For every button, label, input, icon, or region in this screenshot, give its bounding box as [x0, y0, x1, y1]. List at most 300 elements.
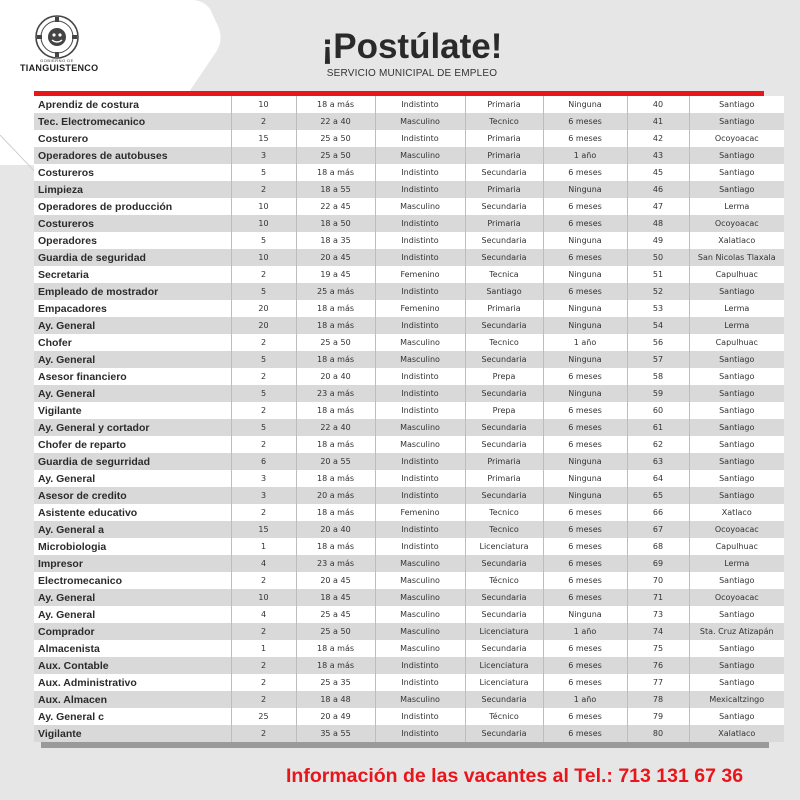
cell-vacancy-id: 68 [627, 538, 689, 555]
cell-job-title: Almacenista [34, 640, 231, 657]
table-row [34, 504, 784, 521]
vacancies-table [34, 96, 784, 742]
table-row [34, 147, 784, 164]
table-row [34, 96, 784, 113]
cell-age-range: 25 a 50 [296, 334, 375, 351]
cell-education: Primaria [465, 181, 543, 198]
cell-vacancy-id: 53 [627, 300, 689, 317]
cell-job-title: Guardia de seguridad [34, 249, 231, 266]
cell-gender: Masculino [375, 589, 465, 606]
cell-vacancies: 15 [231, 521, 296, 538]
cell-age-range: 18 a más [296, 351, 375, 368]
cell-location: Santiago [689, 674, 784, 691]
cell-vacancy-id: 58 [627, 368, 689, 385]
cell-vacancy-id: 76 [627, 657, 689, 674]
cell-experience: 6 meses [543, 198, 627, 215]
cell-gender: Masculino [375, 606, 465, 623]
cell-age-range: 18 a 45 [296, 589, 375, 606]
cell-gender: Masculino [375, 572, 465, 589]
table-row [34, 572, 784, 589]
cell-job-title: Limpieza [34, 181, 231, 198]
cell-job-title: Ay. General [34, 589, 231, 606]
cell-age-range: 20 a 40 [296, 368, 375, 385]
cell-gender: Masculino [375, 113, 465, 130]
cell-gender: Femenino [375, 300, 465, 317]
table-row [34, 674, 784, 691]
cell-age-range: 18 a más [296, 640, 375, 657]
cell-job-title: Secretaria [34, 266, 231, 283]
cell-job-title: Ay. General [34, 317, 231, 334]
table-row [34, 538, 784, 555]
cell-location: Xalatlaco [689, 232, 784, 249]
cell-vacancy-id: 75 [627, 640, 689, 657]
cell-vacancies: 2 [231, 181, 296, 198]
cell-age-range: 18 a más [296, 538, 375, 555]
cell-job-title: Ay. General y cortador [34, 419, 231, 436]
cell-education: Técnico [465, 572, 543, 589]
cell-location: Santiago [689, 402, 784, 419]
cell-education: Secundaria [465, 640, 543, 657]
cell-vacancies: 6 [231, 453, 296, 470]
cell-age-range: 25 a más [296, 283, 375, 300]
cell-vacancy-id: 43 [627, 147, 689, 164]
cell-experience: 6 meses [543, 130, 627, 147]
cell-location: Santiago [689, 436, 784, 453]
cell-age-range: 20 a 45 [296, 249, 375, 266]
table-row [34, 555, 784, 572]
contact-footer: Información de las vacantes al Tel.: 713 131 67 36 [286, 765, 744, 787]
cell-gender: Masculino [375, 351, 465, 368]
cell-job-title: Ay. General [34, 606, 231, 623]
cell-job-title: Ay. General c [34, 708, 231, 725]
cell-education: Licenciatura [465, 657, 543, 674]
cell-experience: 6 meses [543, 572, 627, 589]
cell-job-title: Vigilante [34, 725, 231, 742]
cell-age-range: 19 a 45 [296, 266, 375, 283]
cell-education: Secundaria [465, 487, 543, 504]
cell-education: Licenciatura [465, 674, 543, 691]
cell-education: Secundaria [465, 232, 543, 249]
cell-vacancy-id: 61 [627, 419, 689, 436]
cell-education: Primaria [465, 96, 543, 113]
cell-vacancy-id: 67 [627, 521, 689, 538]
cell-age-range: 18 a más [296, 164, 375, 181]
cell-vacancies: 2 [231, 725, 296, 742]
table-row [34, 640, 784, 657]
cell-experience: 6 meses [543, 640, 627, 657]
table-row [34, 419, 784, 436]
cell-job-title: Aux. Almacen [34, 691, 231, 708]
cell-experience: 6 meses [543, 283, 627, 300]
table-row [34, 623, 784, 640]
cell-location: Santiago [689, 606, 784, 623]
cell-job-title: Asesor financiero [34, 368, 231, 385]
table-row [34, 606, 784, 623]
cell-gender: Masculino [375, 623, 465, 640]
cell-age-range: 18 a 35 [296, 232, 375, 249]
cell-vacancies: 2 [231, 113, 296, 130]
table-row [34, 164, 784, 181]
cell-education: Primaria [465, 300, 543, 317]
cell-location: Mexicaltzingo [689, 691, 784, 708]
cell-vacancy-id: 64 [627, 470, 689, 487]
table-row [34, 334, 784, 351]
cell-gender: Indistinto [375, 130, 465, 147]
cell-gender: Indistinto [375, 487, 465, 504]
cell-location: Santiago [689, 453, 784, 470]
cell-vacancies: 2 [231, 402, 296, 419]
cell-education: Secundaria [465, 385, 543, 402]
cell-education: Tecnico [465, 334, 543, 351]
cell-experience: 6 meses [543, 538, 627, 555]
cell-vacancies: 5 [231, 419, 296, 436]
cell-job-title: Operadores de autobuses [34, 147, 231, 164]
cell-education: Licenciatura [465, 623, 543, 640]
table-row [34, 351, 784, 368]
table-row [34, 317, 784, 334]
cell-vacancy-id: 51 [627, 266, 689, 283]
cell-experience: Ninguna [543, 385, 627, 402]
cell-age-range: 20 a 55 [296, 453, 375, 470]
cell-job-title: Ay. General [34, 385, 231, 402]
cell-vacancy-id: 49 [627, 232, 689, 249]
cell-gender: Indistinto [375, 385, 465, 402]
cell-location: Santiago [689, 147, 784, 164]
cell-gender: Indistinto [375, 283, 465, 300]
cell-vacancy-id: 80 [627, 725, 689, 742]
cell-location: Lerma [689, 198, 784, 215]
cell-age-range: 23 a más [296, 385, 375, 402]
cell-vacancies: 20 [231, 300, 296, 317]
cell-vacancy-id: 69 [627, 555, 689, 572]
cell-gender: Indistinto [375, 657, 465, 674]
cell-job-title: Microbiologia [34, 538, 231, 555]
cell-vacancies: 5 [231, 283, 296, 300]
cell-vacancy-id: 50 [627, 249, 689, 266]
cell-vacancies: 2 [231, 674, 296, 691]
cell-experience: 1 año [543, 334, 627, 351]
cell-experience: 6 meses [543, 402, 627, 419]
table-row [34, 436, 784, 453]
cell-job-title: Operadores de producción [34, 198, 231, 215]
cell-vacancy-id: 41 [627, 113, 689, 130]
cell-vacancy-id: 47 [627, 198, 689, 215]
cell-education: Secundaria [465, 317, 543, 334]
cell-experience: Ninguna [543, 606, 627, 623]
cell-age-range: 20 a 40 [296, 521, 375, 538]
cell-gender: Femenino [375, 266, 465, 283]
cell-age-range: 35 a 55 [296, 725, 375, 742]
cell-gender: Indistinto [375, 470, 465, 487]
cell-experience: 1 año [543, 623, 627, 640]
cell-vacancy-id: 52 [627, 283, 689, 300]
table-row [34, 181, 784, 198]
cell-experience: Ninguna [543, 317, 627, 334]
cell-vacancies: 5 [231, 385, 296, 402]
cell-education: Secundaria [465, 436, 543, 453]
table-row [34, 266, 784, 283]
cell-gender: Indistinto [375, 96, 465, 113]
cell-age-range: 18 a más [296, 657, 375, 674]
cell-job-title: Guardia de segurridad [34, 453, 231, 470]
cell-vacancy-id: 42 [627, 130, 689, 147]
cell-experience: 6 meses [543, 249, 627, 266]
cell-gender: Masculino [375, 640, 465, 657]
cell-experience: Ninguna [543, 300, 627, 317]
cell-vacancies: 3 [231, 147, 296, 164]
cell-location: Santiago [689, 351, 784, 368]
cell-location: Xalatlaco [689, 725, 784, 742]
cell-experience: Ninguna [543, 470, 627, 487]
cell-vacancies: 10 [231, 215, 296, 232]
cell-vacancy-id: 79 [627, 708, 689, 725]
table-row [34, 725, 784, 742]
table-row [34, 385, 784, 402]
cell-age-range: 25 a 50 [296, 623, 375, 640]
cell-age-range: 25 a 35 [296, 674, 375, 691]
cell-location: Santiago [689, 164, 784, 181]
table-row [34, 453, 784, 470]
cell-vacancies: 2 [231, 368, 296, 385]
cell-vacancies: 15 [231, 130, 296, 147]
cell-age-range: 22 a 40 [296, 113, 375, 130]
cell-vacancies: 25 [231, 708, 296, 725]
table-row [34, 487, 784, 504]
cell-location: San Nicolas Tlaxala [689, 249, 784, 266]
cell-vacancy-id: 70 [627, 572, 689, 589]
cell-age-range: 25 a 50 [296, 130, 375, 147]
cell-gender: Indistinto [375, 249, 465, 266]
cell-age-range: 18 a más [296, 402, 375, 419]
table-row [34, 113, 784, 130]
page-subtitle: SERVICIO MUNICIPAL DE EMPLEO [326, 68, 498, 79]
cell-vacancies: 20 [231, 317, 296, 334]
cell-location: Xatlaco [689, 504, 784, 521]
cell-education: Tecnico [465, 521, 543, 538]
cell-vacancies: 1 [231, 538, 296, 555]
cell-experience: 6 meses [543, 555, 627, 572]
cell-location: Santiago [689, 657, 784, 674]
cell-location: Ocoyoacac [689, 130, 784, 147]
table-row [34, 691, 784, 708]
cell-education: Secundaria [465, 725, 543, 742]
cell-experience: Ninguna [543, 266, 627, 283]
cell-education: Tecnica [465, 266, 543, 283]
table-row [34, 521, 784, 538]
cell-gender: Indistinto [375, 453, 465, 470]
cell-gender: Femenino [375, 504, 465, 521]
cell-age-range: 25 a 45 [296, 606, 375, 623]
cell-age-range: 23 a más [296, 555, 375, 572]
cell-age-range: 18 a más [296, 436, 375, 453]
cell-age-range: 18 a más [296, 504, 375, 521]
cell-age-range: 18 a más [296, 317, 375, 334]
cell-job-title: Asistente educativo [34, 504, 231, 521]
cell-experience: 1 año [543, 147, 627, 164]
cell-education: Primaria [465, 130, 543, 147]
cell-experience: 6 meses [543, 436, 627, 453]
cell-experience: Ninguna [543, 232, 627, 249]
cell-vacancy-id: 40 [627, 96, 689, 113]
cell-education: Secundaria [465, 589, 543, 606]
cell-gender: Indistinto [375, 521, 465, 538]
cell-experience: Ninguna [543, 96, 627, 113]
cell-vacancy-id: 59 [627, 385, 689, 402]
cell-location: Santiago [689, 572, 784, 589]
cell-education: Secundaria [465, 419, 543, 436]
table-row [34, 402, 784, 419]
cell-vacancies: 3 [231, 470, 296, 487]
cell-job-title: Operadores [34, 232, 231, 249]
cell-education: Tecnico [465, 504, 543, 521]
cell-location: Santiago [689, 487, 784, 504]
cell-location: Santiago [689, 708, 784, 725]
cell-experience: 6 meses [543, 708, 627, 725]
cell-job-title: Aprendiz de costura [34, 96, 231, 113]
cell-vacancy-id: 62 [627, 436, 689, 453]
cell-vacancy-id: 60 [627, 402, 689, 419]
cell-location: Santiago [689, 470, 784, 487]
table-row [34, 368, 784, 385]
cell-vacancies: 10 [231, 589, 296, 606]
cell-vacancy-id: 71 [627, 589, 689, 606]
cell-gender: Masculino [375, 436, 465, 453]
cell-job-title: Empleado de mostrador [34, 283, 231, 300]
cell-location: Capulhuac [689, 266, 784, 283]
cell-job-title: Impresor [34, 555, 231, 572]
cell-job-title: Ay. General a [34, 521, 231, 538]
cell-education: Técnico [465, 708, 543, 725]
cell-job-title: Aux. Administrativo [34, 674, 231, 691]
cell-experience: 6 meses [543, 113, 627, 130]
table-row [34, 130, 784, 147]
cell-job-title: Comprador [34, 623, 231, 640]
cell-experience: Ninguna [543, 181, 627, 198]
cell-vacancy-id: 63 [627, 453, 689, 470]
table-row [34, 708, 784, 725]
cell-gender: Indistinto [375, 232, 465, 249]
cell-gender: Indistinto [375, 181, 465, 198]
cell-vacancy-id: 65 [627, 487, 689, 504]
cell-gender: Indistinto [375, 725, 465, 742]
cell-location: Santiago [689, 96, 784, 113]
cell-job-title: Tec. Electromecanico [34, 113, 231, 130]
table-row [34, 283, 784, 300]
cell-age-range: 20 a 45 [296, 572, 375, 589]
cell-gender: Masculino [375, 198, 465, 215]
cell-vacancies: 10 [231, 249, 296, 266]
cell-gender: Masculino [375, 334, 465, 351]
cell-age-range: 20 a más [296, 487, 375, 504]
cell-vacancy-id: 66 [627, 504, 689, 521]
cell-location: Sta. Cruz Atizapán [689, 623, 784, 640]
cell-vacancies: 2 [231, 334, 296, 351]
cell-vacancies: 2 [231, 623, 296, 640]
cell-age-range: 18 a 50 [296, 215, 375, 232]
cell-vacancies: 10 [231, 96, 296, 113]
cell-age-range: 18 a 48 [296, 691, 375, 708]
cell-experience: 6 meses [543, 521, 627, 538]
cell-location: Santiago [689, 368, 784, 385]
cell-age-range: 18 a 55 [296, 181, 375, 198]
cell-gender: Indistinto [375, 368, 465, 385]
table-row [34, 470, 784, 487]
cell-age-range: 18 a más [296, 96, 375, 113]
cell-education: Secundaria [465, 555, 543, 572]
cell-location: Santiago [689, 283, 784, 300]
cell-vacancy-id: 78 [627, 691, 689, 708]
cell-location: Santiago [689, 640, 784, 657]
cell-location: Capulhuac [689, 334, 784, 351]
cell-vacancy-id: 48 [627, 215, 689, 232]
cell-education: Secundaria [465, 164, 543, 181]
cell-education: Primaria [465, 215, 543, 232]
cell-education: Tecnico [465, 113, 543, 130]
cell-gender: Indistinto [375, 708, 465, 725]
cell-job-title: Ay. General [34, 351, 231, 368]
cell-vacancy-id: 74 [627, 623, 689, 640]
cell-job-title: Costureros [34, 164, 231, 181]
cell-vacancy-id: 73 [627, 606, 689, 623]
cell-experience: Ninguna [543, 487, 627, 504]
aztec-glyph-icon [34, 14, 80, 60]
cell-education: Primaria [465, 470, 543, 487]
municipal-logo [20, 14, 99, 80]
cell-gender: Indistinto [375, 317, 465, 334]
table-row [34, 300, 784, 317]
cell-gender: Indistinto [375, 538, 465, 555]
cell-vacancy-id: 54 [627, 317, 689, 334]
cell-age-range: 25 a 50 [296, 147, 375, 164]
cell-vacancy-id: 46 [627, 181, 689, 198]
table-row [34, 215, 784, 232]
cell-gender: Indistinto [375, 215, 465, 232]
cell-gender: Indistinto [375, 674, 465, 691]
cell-location: Ocoyoacac [689, 521, 784, 538]
cell-education: Secundaria [465, 351, 543, 368]
table-row [34, 198, 784, 215]
cell-job-title: Chofer de reparto [34, 436, 231, 453]
cell-education: Prepa [465, 402, 543, 419]
cell-vacancies: 4 [231, 606, 296, 623]
cell-job-title: Empacadores [34, 300, 231, 317]
cell-education: Secundaria [465, 606, 543, 623]
cell-age-range: 18 a más [296, 300, 375, 317]
cell-experience: 6 meses [543, 419, 627, 436]
cell-vacancies: 4 [231, 555, 296, 572]
cell-education: Secundaria [465, 249, 543, 266]
cell-experience: 6 meses [543, 589, 627, 606]
cell-experience: 6 meses [543, 674, 627, 691]
cell-experience: Ninguna [543, 453, 627, 470]
cell-gender: Masculino [375, 691, 465, 708]
cell-job-title: Vigilante [34, 402, 231, 419]
table-row [34, 232, 784, 249]
cell-vacancy-id: 56 [627, 334, 689, 351]
cell-vacancy-id: 57 [627, 351, 689, 368]
cell-education: Prepa [465, 368, 543, 385]
cell-location: Santiago [689, 385, 784, 402]
cell-age-range: 18 a más [296, 470, 375, 487]
vacancies-table-container [34, 91, 776, 742]
cell-vacancy-id: 45 [627, 164, 689, 181]
cell-experience: 6 meses [543, 504, 627, 521]
cell-gender: Masculino [375, 555, 465, 572]
cell-vacancies: 2 [231, 657, 296, 674]
logo-name: TIANGUISTENCO [20, 63, 99, 73]
cell-job-title: Electromecanico [34, 572, 231, 589]
cell-location: Capulhuac [689, 538, 784, 555]
